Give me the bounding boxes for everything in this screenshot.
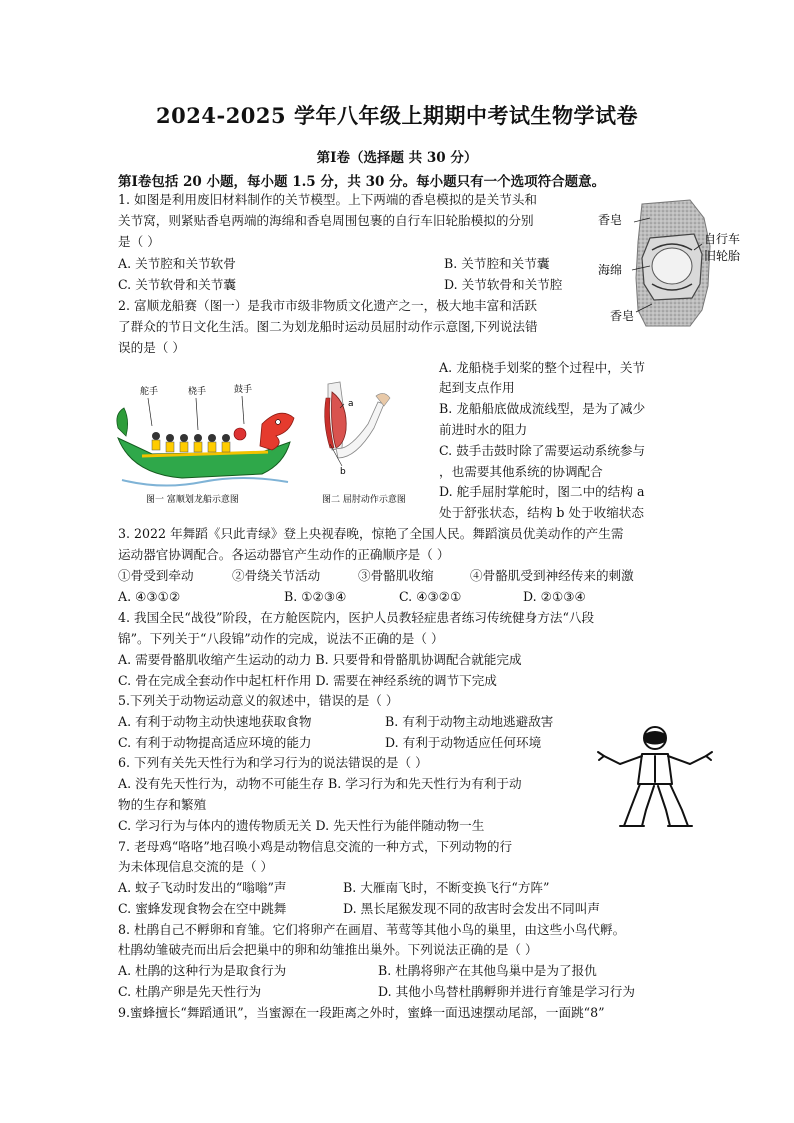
q1-stem-line3: 是（ ） xyxy=(118,234,160,249)
q3-stem-line1: 3. 2022 年舞蹈《只此青绿》登上央视春晚，惊艳了全国人民。舞蹈演员优美动作的产生需 xyxy=(118,526,624,541)
q8-stem-line2: 杜鹃幼雏破壳而出后会把巢中的卵和幼雏推出巢外。下列说法正确的是（ ） xyxy=(118,942,538,957)
q2-option-d-line2: 处于舒张状态，结构 b 处于收缩状态 xyxy=(439,505,644,520)
q7-stem-line1: 7. 老母鸡“咯咯”地召唤小鸡是动物信息交流的一种方式，下列动物的行 xyxy=(118,839,513,854)
label-sponge: 海绵 xyxy=(598,263,623,277)
label-tire-2: 旧轮胎 xyxy=(704,249,741,263)
q3-option-b: B. ①②③④ xyxy=(284,589,347,604)
q4-options-cd: C. 骨在完成全套动作中起杠杆作用 D. 需要在神经系统的调节下完成 xyxy=(118,673,497,688)
joint-model-figure xyxy=(598,198,780,330)
label-rower: 桡手 xyxy=(188,387,207,397)
q7-option-c: C. 蜜蜂发现食物会在空中跳舞 xyxy=(118,901,287,916)
q1-stem-line1: 1. 如图是利用废旧材料制作的关节模型。上下两端的香皂模拟的是关节头和 xyxy=(118,192,538,207)
label-structure-a: a xyxy=(348,399,354,409)
q5-stem: 5.下列关于动物运动意义的叙述中，错误的是（ ） xyxy=(118,693,399,708)
q1-option-d: D. 关节软骨和关节腔 xyxy=(444,277,563,292)
q4-stem-line2: 锦”。下列关于“八段锦”动作的完成，说法不正确的是（ ） xyxy=(118,631,444,646)
label-structure-b: b xyxy=(340,467,346,477)
q5-option-a: A. 有利于动物主动快速地获取食物 xyxy=(118,714,312,729)
q3-option-d: D. ②①③④ xyxy=(523,589,586,604)
dragon-boat-figure xyxy=(112,378,298,508)
q1-option-b: B. 关节腔和关节囊 xyxy=(444,256,550,271)
q6-option-b-line2: 物的生存和繁殖 xyxy=(118,797,207,812)
caption-figure-2: 图二 屈肘动作示意图 xyxy=(322,495,406,505)
q5-option-d: D. 有利于动物适应任何环境 xyxy=(385,735,542,750)
q8-option-c: C. 杜鹃产卵是先天性行为 xyxy=(118,984,262,999)
label-tire-1: 自行车 xyxy=(704,232,741,246)
label-drummer: 鼓手 xyxy=(234,385,253,395)
baduanjin-figure xyxy=(596,722,714,832)
q3-option-a: A. ④③①② xyxy=(118,589,181,604)
q3-step-3: ③骨骼肌收缩 xyxy=(358,568,434,583)
elbow-flexion-figure xyxy=(318,378,420,508)
q8-stem-line1: 8. 杜鹃自己不孵卵和育雏。它们将卵产在画眉、苇莺等其他小鸟的巢里，由这些小鸟代孵。 xyxy=(118,922,626,937)
q8-option-a: A. 杜鹃的这种行为是取食行为 xyxy=(118,963,287,978)
q4-options-ab: A. 需要骨骼肌收缩产生运动的动力 B. 只要骨和骨骼肌协调配合就能完成 xyxy=(118,652,522,667)
q1-option-a: A. 关节腔和关节软骨 xyxy=(118,256,236,271)
q8-option-b: B. 杜鹃将卵产在其他鸟巢中是为了报仇 xyxy=(378,963,597,978)
q2-option-b-line2: 前进时水的阻力 xyxy=(439,422,528,437)
caption-figure-1: 图一 富顺划龙船示意图 xyxy=(146,495,239,505)
q2-option-c-line2: ，也需要其他系统的协调配合 xyxy=(439,464,603,479)
q2-option-a-line2: 起到支点作用 xyxy=(439,380,515,395)
q6-options-ab: A. 没有先天性行为，动物不可能生存 B. 学习行为和先天性行为有利于动 xyxy=(118,776,522,791)
q9-stem-line1: 9.蜜蜂擅长“舞蹈通讯”，当蜜源在一段距离之外时，蜜蜂一面迅速摆动尾部，一面跳“8” xyxy=(118,1005,605,1020)
q2-option-c-line1: C. 鼓手击鼓时除了需要运动系统参与 xyxy=(439,443,646,458)
q5-option-b: B. 有利于动物主动地逃避敌害 xyxy=(385,714,554,729)
q2-stem-line3: 误的是（ ） xyxy=(118,340,185,355)
q6-options-cd: C. 学习行为与体内的遗传物质无关 D. 先天性行为能伴随动物一生 xyxy=(118,818,485,833)
section-instruction: 第Ⅰ卷包括 20 小题，每小题 1.5 分，共 30 分。每小题只有一个选项符合题意。 xyxy=(118,174,606,190)
q8-option-d: D. 其他小鸟替杜鹃孵卵并进行育雏是学习行为 xyxy=(378,984,635,999)
q6-stem: 6. 下列有关先天性行为和学习行为的说法错误的是（ ） xyxy=(118,755,428,770)
q3-step-4: ④骨骼肌受到神经传来的刺激 xyxy=(470,568,634,583)
label-soap-top: 香皂 xyxy=(598,213,623,227)
q2-option-b-line1: B. 龙船船底做成流线型，是为了减少 xyxy=(439,401,646,416)
q2-option-a-line1: A. 龙船桡手划桨的整个过程中，关节 xyxy=(439,360,646,375)
q3-step-1: ①骨受到牵动 xyxy=(118,568,194,583)
page-title: 2024-2025 学年八年级上期期中考试生物学试卷 xyxy=(156,103,638,128)
q7-stem-line2: 为未体现信息交流的是（ ） xyxy=(118,859,274,874)
q1-option-c: C. 关节软骨和关节囊 xyxy=(118,277,236,292)
q3-stem-line2: 运动器官协调配合。各运动器官产生动作的正确顺序是（ ） xyxy=(118,547,450,562)
q2-option-d-line1: D. 舵手屈肘掌舵时，图二中的结构 a xyxy=(439,484,645,499)
q5-option-c: C. 有利于动物提高适应环境的能力 xyxy=(118,735,312,750)
q3-option-c: C. ④③②① xyxy=(399,589,462,604)
q7-option-b: B. 大雁南飞时，不断变换飞行“方阵” xyxy=(343,880,550,895)
q7-option-d: D. 黑长尾猴发现不同的敌害时会发出不同叫声 xyxy=(343,901,600,916)
q3-step-2: ②骨绕关节活动 xyxy=(232,568,321,583)
q2-stem-line1: 2. 富顺龙船赛（图一）是我市市级非物质文化遗产之一，极大地丰富和活跃 xyxy=(118,298,538,313)
q1-stem-line2: 关节窝，则紧贴香皂两端的海绵和香皂周围包裹的自行车旧轮胎模拟的分别 xyxy=(118,213,534,228)
q2-stem-line2: 了群众的节日文化生活。图二为划龙船时运动员屈肘动作示意图,下列说法错 xyxy=(118,319,538,334)
label-helmsman: 舵手 xyxy=(140,387,159,397)
q7-option-a: A. 蚊子飞动时发出的“嗡嗡”声 xyxy=(118,880,287,895)
label-soap-bottom: 香皂 xyxy=(610,309,635,323)
q4-stem-line1: 4. 我国全民“战役”阶段，在方舱医院内，医护人员教轻症患者练习传统健身方法“八段 xyxy=(118,610,595,625)
section-heading: 第Ⅰ卷（选择题 共 30 分） xyxy=(316,150,478,166)
